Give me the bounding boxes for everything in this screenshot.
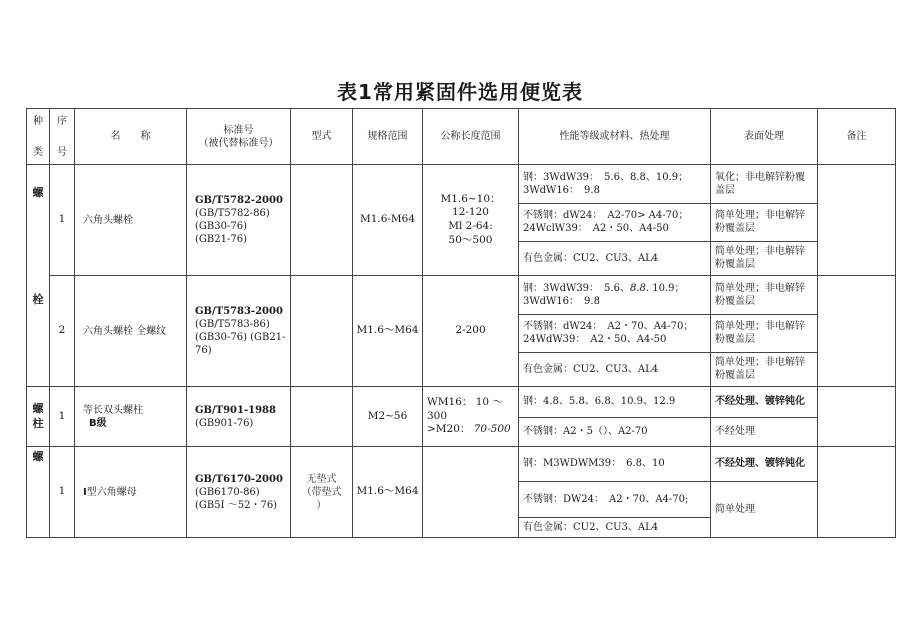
standard-cell: GB/T6170-2000 (GB6170-86) (GB5I ～52・76) bbox=[187, 447, 291, 538]
surface-nonferrous: 简单处理；非电解锌粉覆盖层 bbox=[715, 357, 805, 382]
note-cell bbox=[818, 387, 896, 447]
type-cell bbox=[291, 165, 353, 276]
performance-cell bbox=[519, 387, 711, 447]
header-kind: 种 类 bbox=[27, 109, 50, 165]
header-note: 备注 bbox=[818, 109, 896, 165]
header-spec: 规格范围 bbox=[353, 109, 423, 165]
fastener-table bbox=[26, 108, 896, 538]
performance-cell bbox=[519, 276, 711, 387]
performance-cell bbox=[519, 165, 711, 276]
length-cell: WM16： 10 ～300 >M20： 70-500 bbox=[423, 387, 519, 447]
surface-steel: 不经处理、镀锌钝化 bbox=[711, 387, 817, 417]
surface-stainless: 简单处理；非电解锌粉覆盖层 bbox=[711, 314, 817, 352]
page-title: 表1常用紧固件选用便览表 bbox=[337, 80, 583, 104]
surface-cell bbox=[711, 165, 818, 276]
type-cell bbox=[291, 276, 353, 387]
surface-stainless: 不经处理 bbox=[715, 426, 755, 438]
name-cell: I型六角螺母 bbox=[75, 447, 187, 538]
type-cell: 无垫式 （带垫式 ） bbox=[291, 447, 353, 538]
header-performance: 性能等级或材料、热处理 bbox=[519, 109, 711, 165]
table-row bbox=[27, 387, 896, 447]
table-row bbox=[27, 447, 896, 538]
surface-nonferrous: 简单处理；非电解锌粉覆盖层 bbox=[715, 246, 805, 271]
standard-cell: GB/T5783-2000 (GB/T5783-86) (GB30-76) (GB21-76) bbox=[187, 276, 291, 387]
header-seq: 序 号 bbox=[50, 109, 75, 165]
perf-nonferrous: 有色金属：CU2、CU3、AL4 bbox=[523, 252, 659, 264]
surface-stainless: 简单处理；非电解锌粉覆盖层 bbox=[711, 203, 817, 241]
header-standard: 标准号 （被代替标准号） bbox=[187, 109, 291, 165]
header-surface: 表面处理 bbox=[711, 109, 818, 165]
perf-stainless: 不锈钢：dW24： A2-70> A4-70；24WclW39： A2・50、A4-50 bbox=[519, 203, 710, 241]
standard-cell: GB/T901-1988 (GB901-76) bbox=[187, 387, 291, 447]
name-cell: 六角头螺栓 bbox=[75, 165, 187, 276]
name-cell: 等长双头螺柱 B级 bbox=[75, 387, 187, 447]
note-cell bbox=[818, 165, 896, 276]
perf-steel: 钢：3WdW39： 5.6、8.8. 10.9；3WdW16： 9.8 bbox=[519, 276, 710, 314]
note-cell bbox=[818, 276, 896, 387]
seq-cell: 1 bbox=[50, 447, 75, 538]
header-row bbox=[27, 109, 896, 165]
category-bolt: 螺 栓 bbox=[27, 165, 50, 387]
perf-steel: 钢：3WdW39： 5.6、8.8、10.9；3WdW16： 9.8 bbox=[519, 165, 710, 203]
perf-stainless: 不锈钢：dW24： A2・70、A4-70；24WdW39： A2・50、A4-50 bbox=[519, 314, 710, 352]
perf-stainless: 不锈钢：A2・5（）、A2-70 bbox=[523, 426, 648, 438]
spec-cell: M2~56 bbox=[353, 387, 423, 447]
spec-cell: M1.6-M64 bbox=[353, 165, 423, 276]
perf-stainless: 不锈钢：DW24： A2・70、A4-70; bbox=[519, 481, 710, 517]
note-cell bbox=[818, 447, 896, 538]
surface-cell bbox=[711, 447, 818, 538]
performance-cell bbox=[519, 447, 711, 538]
header-length: 公称长度范围 bbox=[423, 109, 519, 165]
table-row bbox=[27, 165, 896, 276]
table-row bbox=[27, 276, 896, 387]
header-type: 型式 bbox=[291, 109, 353, 165]
surface-cell bbox=[711, 276, 818, 387]
seq-cell: 1 bbox=[50, 387, 75, 447]
header-name: 名 称 bbox=[75, 109, 187, 165]
perf-nonferrous: 有色金属：CU2、CU3、AL4 bbox=[523, 363, 659, 375]
surface-steel: 简单处理；非电解锌粉覆盖层 bbox=[711, 276, 817, 314]
category-nut: 螺 bbox=[27, 447, 50, 538]
surface-steel: 不经处理、镀锌钝化 bbox=[711, 447, 817, 481]
surface-cell bbox=[711, 387, 818, 447]
perf-steel: 钢：M3WDWM39： 6.8、10 bbox=[519, 447, 710, 481]
perf-nonferrous: 有色金属：CU2、CU3、AL4 bbox=[523, 521, 659, 533]
standard-cell: GB/T5782-2000 (GB/T5782-86) (GB30-76) (GB21-76) bbox=[187, 165, 291, 276]
seq-cell: 2 bbox=[50, 276, 75, 387]
length-cell: 2-200 bbox=[423, 276, 519, 387]
surface-steel: 氧化；非电解锌粉覆盖层 bbox=[711, 165, 817, 203]
perf-steel: 钢：4.8、5.8、6.8、10.9、12.9 bbox=[519, 387, 710, 417]
surface-other: 简单处理 bbox=[715, 503, 755, 515]
category-stud: 螺 柱 bbox=[27, 387, 50, 447]
length-cell: M1.6~10： 12-120 Ml 2-64: 50～500 bbox=[423, 165, 519, 276]
seq-cell: 1 bbox=[50, 165, 75, 276]
spec-cell: M1.6～M64 bbox=[353, 276, 423, 387]
type-cell bbox=[291, 387, 353, 447]
spec-cell: M1.6～M64 bbox=[353, 447, 423, 538]
length-cell bbox=[423, 447, 519, 538]
name-cell: 六角头螺栓 全螺纹 bbox=[75, 276, 187, 387]
